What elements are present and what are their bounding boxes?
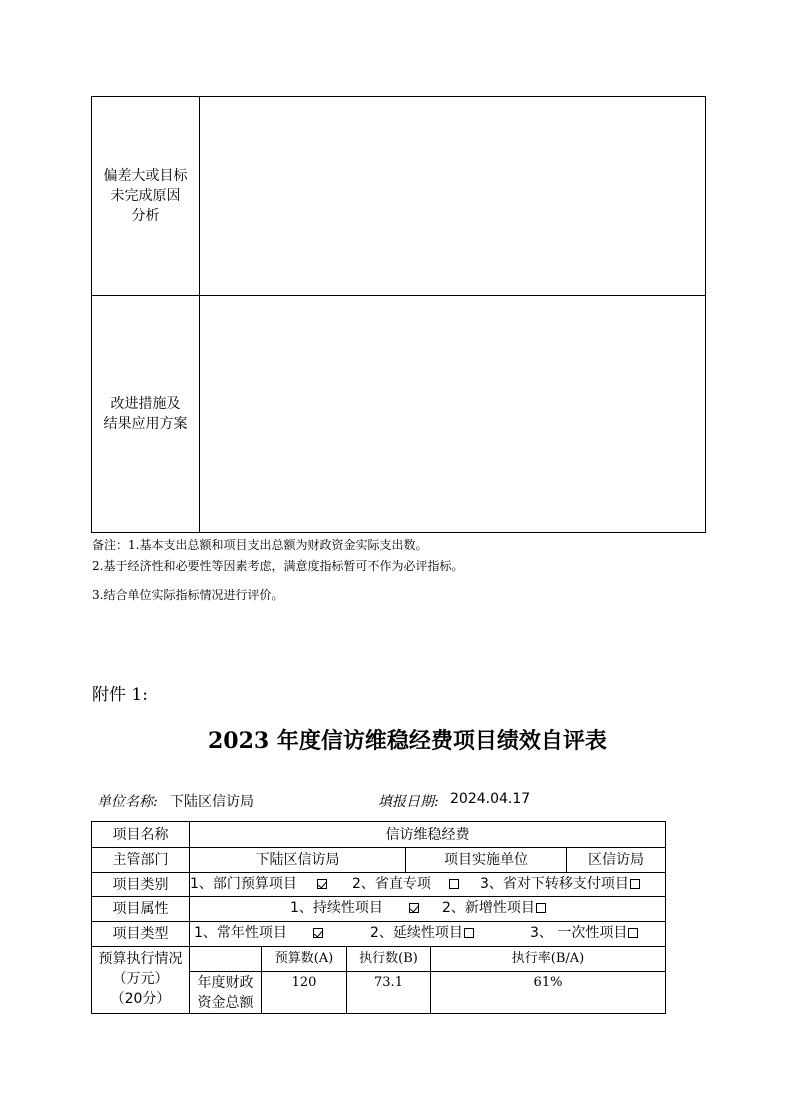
budget-value-a: 120 xyxy=(291,975,317,990)
budget-value-rate: 61% xyxy=(533,975,563,990)
impl-unit-value: 区信访局 xyxy=(588,852,644,868)
label-line: 未完成原因 xyxy=(110,188,181,204)
project-name-value: 信访维稳经费 xyxy=(385,826,470,843)
attribute-label: 项目属性 xyxy=(112,901,169,917)
label-line: 年度财政 xyxy=(197,974,254,991)
deviation-analysis-content xyxy=(200,97,705,295)
type-label: 项目类型 xyxy=(112,926,169,942)
category-option xyxy=(190,873,329,895)
budget-execution-label xyxy=(92,947,189,1013)
type-option xyxy=(370,922,476,944)
label-line: 改进措施及 xyxy=(110,396,181,412)
option-text: 2、新增性项目 xyxy=(442,900,535,916)
category-option xyxy=(352,873,461,895)
budget-header-rate: 执行率(B/A) xyxy=(511,951,585,966)
project-name-label: 项目名称 xyxy=(112,826,169,843)
budget-value-b: 73.1 xyxy=(374,975,403,990)
annual-fund-label xyxy=(190,972,261,1013)
improvement-plan-content xyxy=(200,296,705,532)
checkbox-empty-icon[interactable] xyxy=(630,879,640,889)
attribute-options xyxy=(190,897,665,921)
label-line: 资金总额 xyxy=(197,994,254,1011)
type-options xyxy=(190,922,665,946)
option-text: 2、省直专项 xyxy=(352,876,431,892)
attachment-label: 附件 1: xyxy=(92,685,148,705)
attribute-option xyxy=(290,897,421,919)
checkbox-empty-icon[interactable] xyxy=(628,928,638,938)
label-line: （20分） xyxy=(110,991,171,1007)
checkbox-empty-icon[interactable] xyxy=(536,903,546,913)
form-title: 2023 年度信访维稳经费项目绩效自评表 xyxy=(208,728,607,754)
option-text: 2、延续性项目 xyxy=(370,925,463,941)
option-text: 1、持续性项目 xyxy=(290,900,383,916)
dept-label: 主管部门 xyxy=(112,852,169,868)
checkbox-empty-icon[interactable] xyxy=(449,879,459,889)
label-line: （万元） xyxy=(112,971,169,987)
option-text: 3、 一次性项目 xyxy=(530,925,628,941)
note-line-3: 3.结合单位实际指标情况进行评价。 xyxy=(92,588,284,602)
unit-name-value: 下陆区信访局 xyxy=(170,794,254,810)
category-option xyxy=(480,873,642,895)
option-text: 3、省对下转移支付项目 xyxy=(480,876,629,892)
label-line: 分析 xyxy=(131,208,160,224)
dept-value: 下陆区信访局 xyxy=(255,852,340,868)
type-option xyxy=(530,922,640,944)
checkbox-empty-icon[interactable] xyxy=(464,928,474,938)
note-line-2: 2.基于经济性和必要性等因素考虑，满意度指标暂可不作为必评指标。 xyxy=(92,559,464,573)
fill-date-label: 填报日期: xyxy=(378,794,439,810)
option-text: 1、常年性项目 xyxy=(194,925,287,941)
note-line-1: 备注：1.基本支出总额和项目支出总额为财政资金实际支出数。 xyxy=(92,538,428,552)
label-line: 偏差大或目标 xyxy=(103,168,188,184)
checkbox-checked-icon[interactable] xyxy=(313,928,323,938)
impl-unit-label: 项目实施单位 xyxy=(444,852,528,868)
deviation-analysis-label xyxy=(92,97,199,295)
type-option xyxy=(194,922,325,944)
label-line: 预算执行情况 xyxy=(98,951,183,967)
improvement-plan-label xyxy=(92,296,199,532)
category-label: 项目类别 xyxy=(112,876,169,893)
budget-header-b: 执行数(B) xyxy=(359,951,418,966)
attribute-option xyxy=(442,897,548,919)
option-text: 1、部门预算项目 xyxy=(190,876,297,892)
category-options xyxy=(190,873,665,896)
checkbox-checked-icon[interactable] xyxy=(317,879,327,889)
fill-date-value: 2024.04.17 xyxy=(450,791,531,807)
unit-name-label: 单位名称: xyxy=(97,794,158,810)
checkbox-checked-icon[interactable] xyxy=(409,903,419,913)
label-line: 结果应用方案 xyxy=(103,416,188,432)
budget-header-a: 预算数(A) xyxy=(274,951,334,966)
